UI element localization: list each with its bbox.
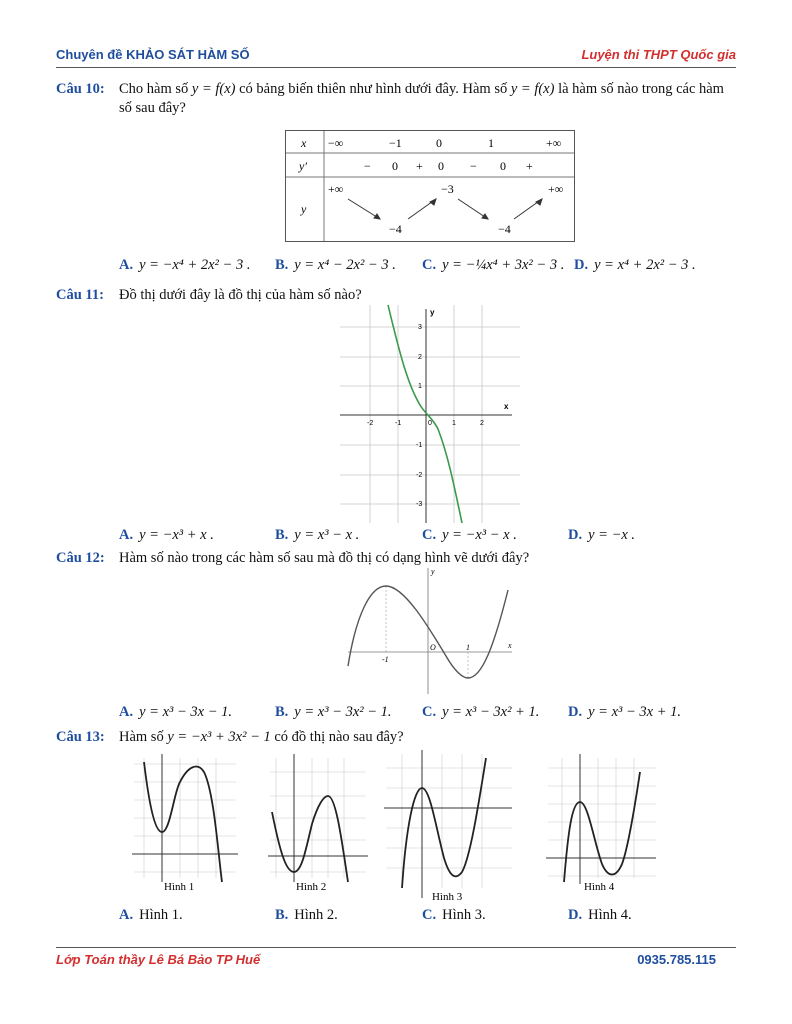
option-c[interactable]: C. y = −x³ − x . xyxy=(422,527,517,543)
question-text: Đồ thị dưới đây là đồ thị của hàm số nào? xyxy=(119,287,362,303)
y-value: −4 xyxy=(498,222,511,236)
option-d[interactable]: D. y = −x . xyxy=(568,527,636,543)
x-value: 0 xyxy=(436,136,442,150)
tick-label: 1 xyxy=(466,643,470,652)
option-b[interactable]: B. y = x³ − x . xyxy=(275,527,360,543)
yp-sign: 0 xyxy=(392,159,398,173)
figure-4 xyxy=(544,752,660,900)
question-11 xyxy=(56,286,736,305)
option-d[interactable]: D. y = x³ − 3x + 1. xyxy=(568,704,681,720)
question-text: Hàm số y = −x³ + 3x² − 1 có đồ thị nào sau đây? xyxy=(119,729,404,745)
x-value: −1 xyxy=(389,136,402,150)
question-10 xyxy=(56,80,736,116)
x-value: 1 xyxy=(488,136,494,150)
tick-label: 1 xyxy=(418,383,422,390)
question-13 xyxy=(56,728,736,747)
page-footer xyxy=(56,947,736,967)
question-number: Câu 10: xyxy=(56,81,105,97)
y-label: y xyxy=(301,202,307,216)
figure-1 xyxy=(130,752,240,900)
tick-label: 2 xyxy=(480,420,484,427)
option-c[interactable]: C. y = −¼x⁴ + 3x² − 3 . xyxy=(422,257,565,273)
variation-table xyxy=(285,130,575,242)
y-value: +∞ xyxy=(328,182,344,196)
origin-label: O xyxy=(430,643,436,652)
y-value: −4 xyxy=(389,222,402,236)
page-header xyxy=(56,47,736,68)
tick-label: 1 xyxy=(452,420,456,427)
tick-label: -1 xyxy=(395,420,402,427)
q11-graph xyxy=(340,305,520,523)
tick-label: -1 xyxy=(382,655,389,664)
option-c[interactable]: C. Hình 3. xyxy=(422,907,486,923)
header-topic: Chuyên đề KHẢO SÁT HÀM SỐ xyxy=(56,47,250,62)
y-value: +∞ xyxy=(548,182,564,196)
axis-x-label: x xyxy=(504,402,509,411)
x-label: x xyxy=(301,136,307,150)
yp-sign: + xyxy=(526,159,533,173)
figure-2 xyxy=(266,752,370,900)
question-number: Câu 11: xyxy=(56,287,104,303)
tick-label: 2 xyxy=(418,354,422,361)
tick-label: 3 xyxy=(418,324,422,331)
y-value: −3 xyxy=(441,182,454,196)
axis-y-label: y xyxy=(430,308,435,317)
x-value: −∞ xyxy=(328,136,344,150)
x-value: +∞ xyxy=(546,136,562,150)
tick-label: -2 xyxy=(367,420,374,427)
option-d[interactable]: D. Hình 4. xyxy=(568,907,632,923)
figure-3 xyxy=(382,748,516,904)
axis-y-label: y xyxy=(431,567,435,576)
option-b[interactable]: B. Hình 2. xyxy=(275,907,338,923)
option-a[interactable]: A. Hình 1. xyxy=(119,907,183,923)
option-d[interactable]: D. y = x⁴ + 2x² − 3 . xyxy=(574,257,696,273)
axis-x-label: x xyxy=(508,641,512,650)
q12-graph xyxy=(342,566,520,694)
option-a[interactable]: A. y = −x⁴ + 2x² − 3 . xyxy=(119,257,251,273)
tick-label: -1 xyxy=(416,442,423,449)
yp-sign: 0 xyxy=(500,159,506,173)
question-text: Cho hàm số y = f(x) có bảng biến thiên như hình dưới đây. Hàm số y = f(x) là hàm số nào trong các hàm số sau đây? xyxy=(119,81,724,116)
option-b[interactable]: B. y = x³ − 3x² − 1. xyxy=(275,704,392,720)
figure-caption: Hình 3 xyxy=(432,891,463,903)
figure-caption: Hình 2 xyxy=(296,881,327,893)
yp-sign: − xyxy=(470,159,477,173)
tick-label: -3 xyxy=(416,501,423,508)
question-number: Câu 13: xyxy=(56,729,105,745)
figure-caption: Hình 1 xyxy=(164,881,195,893)
footer-class: Lớp Toán thầy Lê Bá Bảo TP Huế xyxy=(56,952,261,967)
option-a[interactable]: A. y = −x³ + x . xyxy=(119,527,214,543)
figure-caption: Hình 4 xyxy=(584,881,615,893)
curve xyxy=(388,305,462,523)
yp-label: y′ xyxy=(299,159,307,173)
yp-sign: 0 xyxy=(438,159,444,173)
yp-sign: + xyxy=(416,159,423,173)
footer-phone: 0935.785.115 xyxy=(637,952,716,967)
tick-label: -2 xyxy=(416,472,423,479)
tick-label: 0 xyxy=(428,420,432,427)
question-number: Câu 12: xyxy=(56,550,105,566)
option-b[interactable]: B. y = x⁴ − 2x² − 3 . xyxy=(275,257,396,273)
option-a[interactable]: A. y = x³ − 3x − 1. xyxy=(119,704,232,720)
header-course: Luyện thi THPT Quốc gia xyxy=(581,47,736,62)
question-text: Hàm số nào trong các hàm số sau mà đồ thị có dạng hình vẽ dưới đây? xyxy=(119,550,530,566)
option-c[interactable]: C. y = x³ − 3x² + 1. xyxy=(422,704,540,720)
yp-sign: − xyxy=(364,159,371,173)
